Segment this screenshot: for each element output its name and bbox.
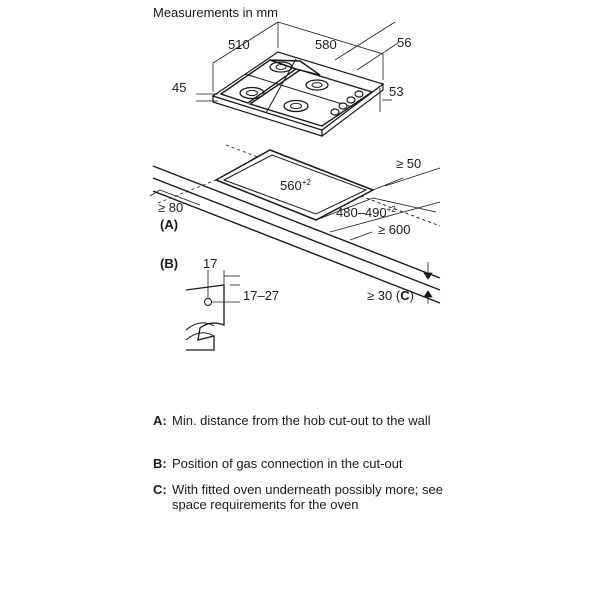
dim-side-clearance: ≥ 80	[158, 200, 184, 215]
legend-key-a: A:	[153, 413, 167, 428]
dim-cutout-width: $560^{+2}$	[280, 178, 311, 193]
gas-connection-detail	[186, 270, 240, 350]
dim-rear-clearance: ≥ 50	[396, 156, 422, 171]
dim-bottom-clearance: ≥ 30 (C)	[367, 288, 414, 303]
dim-cutout-depth: $480-490^{+2}$	[336, 205, 396, 220]
hob-illustration	[213, 52, 383, 136]
marker-a: (A)	[160, 217, 179, 232]
legend-key-b: B:	[153, 456, 167, 471]
legend-text-a: Min. distance from the hob cut-out to the wall	[172, 413, 431, 428]
dim-gas-offset: 17	[203, 256, 218, 271]
marker-b: (B)	[160, 256, 179, 271]
legend-key-c: C:	[153, 482, 167, 497]
dim-hob-height: 45	[172, 80, 187, 95]
dim-worktop-depth: ≥ 600	[378, 222, 411, 237]
legend-item-c	[153, 482, 453, 512]
legend-text-b: Position of gas connection in the cut-out	[172, 456, 403, 471]
dim-gas-height: 17–27	[243, 288, 280, 303]
dim-hob-edge: 56	[397, 35, 412, 50]
dim-hob-width: 580	[315, 37, 337, 52]
dim-hob-top: 53	[389, 84, 404, 99]
diagram-title: Measurements in mm	[153, 5, 278, 20]
legend-text-c: With fitted oven underneath possibly more; see space requirements for the oven	[172, 482, 443, 512]
dim-hob-depth: 510	[228, 37, 250, 52]
legend-item-b	[153, 456, 453, 471]
legend-item-a	[153, 413, 453, 428]
